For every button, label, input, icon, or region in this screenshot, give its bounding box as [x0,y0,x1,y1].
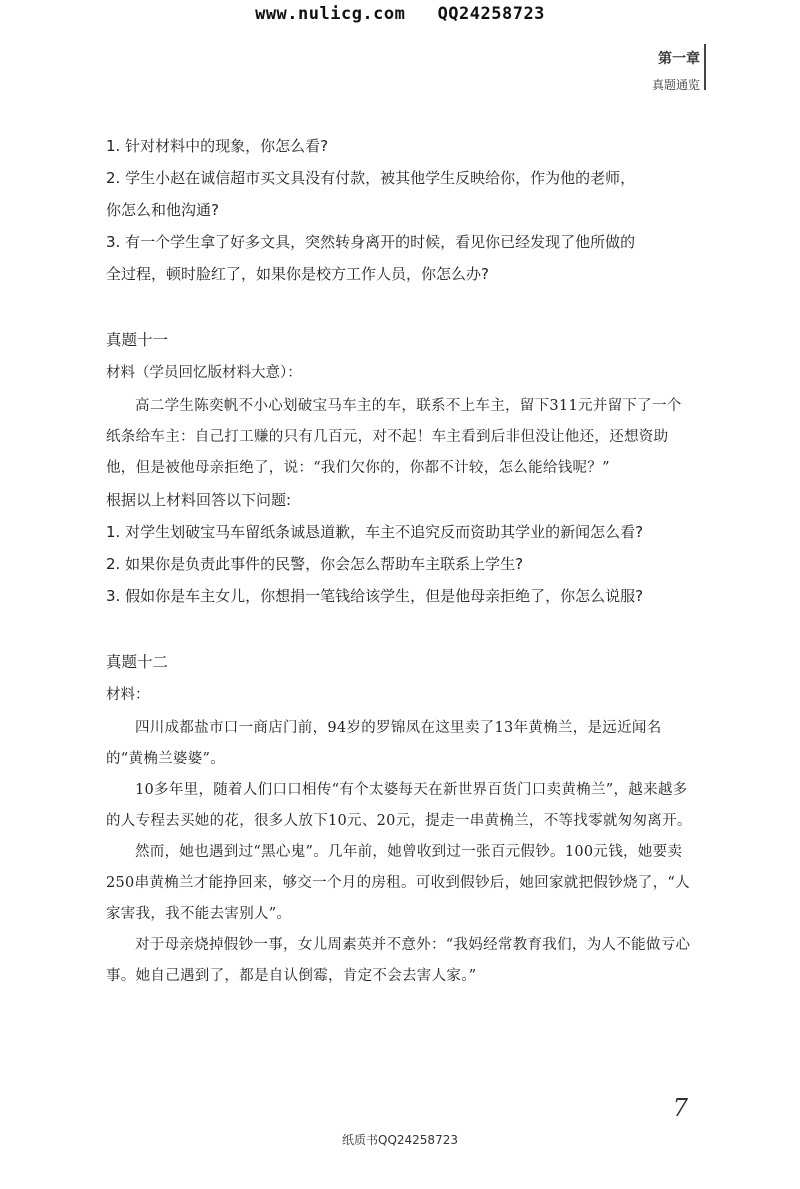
material-paragraph: 四川成都盐市口一商店门前，94岁的罗锦凤在这里卖了13年黄桷兰，是远近闻名的“黄桷兰婆婆”。 [106,720,662,767]
page-number: 7 [672,1094,688,1122]
section-a-questions [106,130,694,290]
section-heading: 真题十二 [106,653,169,671]
chapter-subtitle: 真题通览 [651,78,700,92]
question-3: 3. 有一个学生拿了好多文具，突然转身离开的时候，看见你已经发现了他所做的 [106,233,636,251]
chapter-title: 第一章 [658,51,700,67]
section-11 [106,324,694,612]
question-1: 1. 对学生划破宝马车留纸条诚恳道歉，车主不追究反而资助其学业的新闻怎么看? [106,523,644,541]
bottom-watermark: 纸质书QQ24258723 [342,1133,458,1147]
question-prompt: 根据以上材料回答以下问题: [106,491,292,509]
material-paragraph: 10多年里，随着人们口口相传“有个太婆每天在新世界百货门口卖黄桷兰”，越来越多的人专程去买她的花，很多人放下10元、20元，提走一串黄桷兰，不等找零就匆匆离开。 [106,782,692,829]
question-1: 1. 针对材料中的现象，你怎么看? [106,137,329,155]
material-paragraph: 然而，她也遇到过“黑心鬼”。几年前，她曾收到过一张百元假钞。100元钱，她要卖250串黄桷兰才能挣回来，够交一个月的房租。可收到假钞后，她回家就把假钞烧了，“人家害我，我不能去害别人”。 [106,844,690,922]
question-3-cont: 全过程，顿时脸红了，如果你是校方工作人员，你怎么办? [106,265,489,283]
question-2-cont: 你怎么和他沟通? [106,201,219,219]
material-paragraph: 对于母亲烧掉假钞一事，女儿周素英并不意外：“我妈经常教育我们，为人不能做亏心事。她自己遇到了，都是自认倒霉，肯定不会去害人家。” [106,937,691,984]
material-label: 材料： [106,687,150,703]
question-3: 3. 假如你是车主女儿，你想捐一笔钱给该学生，但是他母亲拒绝了，你怎么说服? [106,587,644,605]
chapter-divider [704,44,706,90]
page-content [106,130,694,992]
section-12 [106,646,694,992]
material-label: 材料（学员回忆版材料大意）： [106,365,302,381]
chapter-header [652,46,700,98]
top-watermark: www.nulicg.com QQ24258723 [255,4,545,24]
question-2: 2. 如果你是负责此事件的民警，你会怎么帮助车主联系上学生? [106,555,524,573]
material-paragraph: 高二学生陈奕帆不小心划破宝马车主的车，联系不上车主，留下311元并留下了一个纸条给车主：自己打工赚的只有几百元，对不起！车主看到后非但没让他还，还想资助他，但是被他母亲拒绝了，说：“我们欠你的，你都不计较，怎么能给钱呢？” [106,398,682,476]
section-heading: 真题十一 [106,331,169,349]
question-2: 2. 学生小赵在诚信超市买文具没有付款，被其他学生反映给你，作为他的老师， [106,169,636,187]
